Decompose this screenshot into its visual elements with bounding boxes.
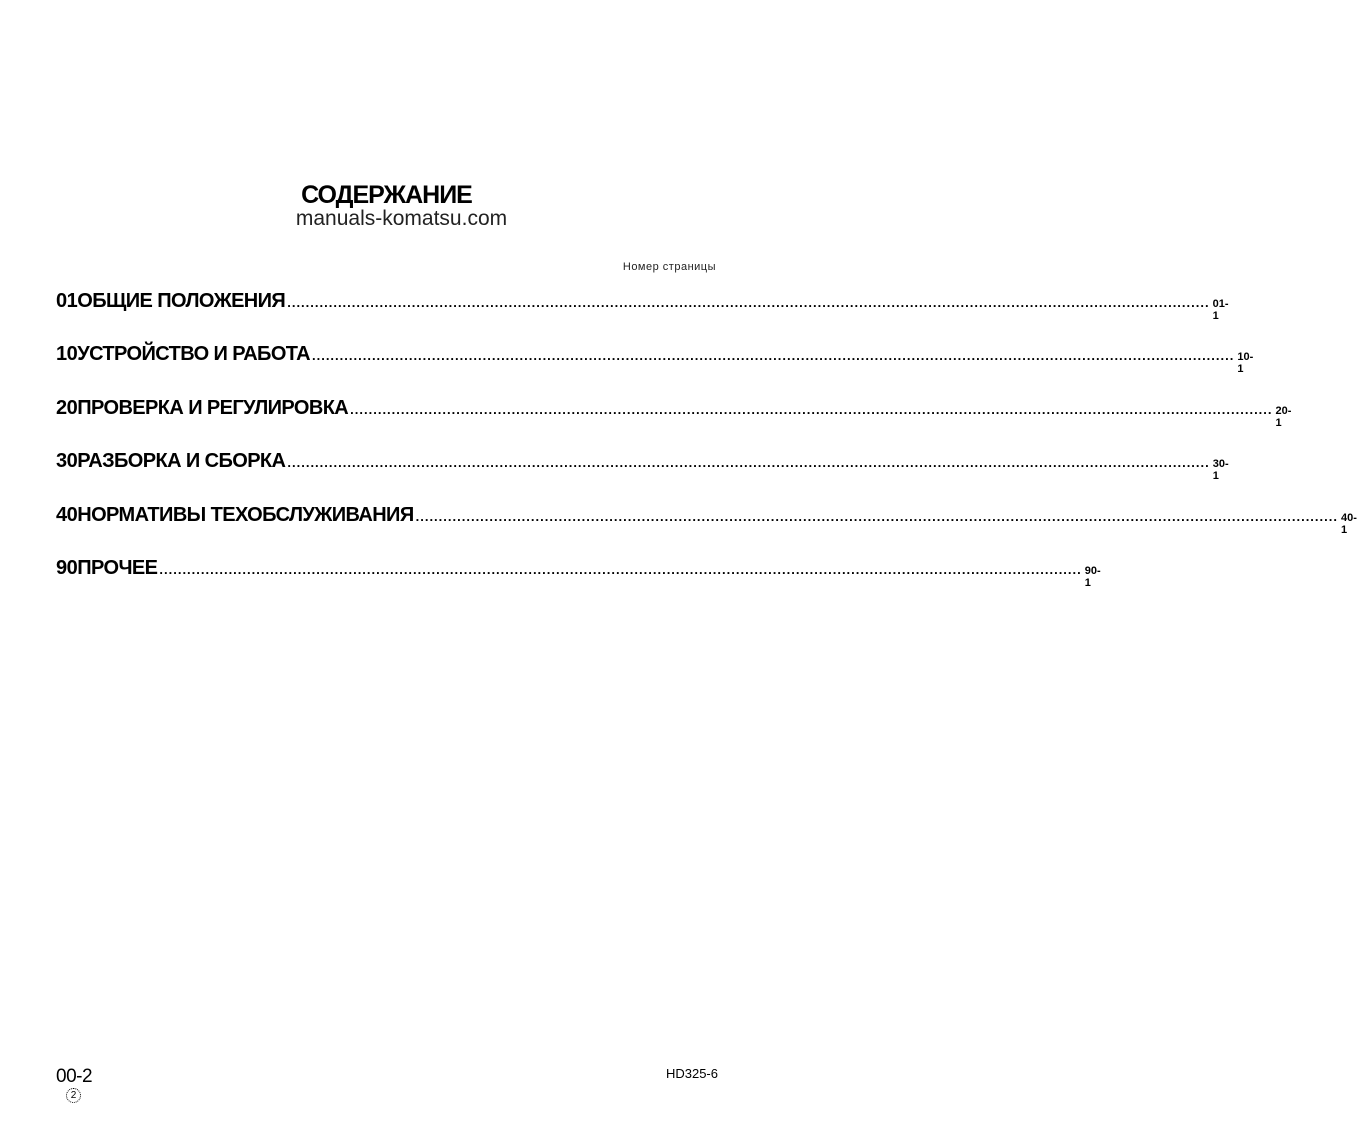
- footer-page-number: 00-2: [56, 1066, 93, 1087]
- page-column-header: Номер страницы: [622, 261, 716, 273]
- toc-entry-label: ПРОВЕРКА И РЕГУЛИРОВКА: [77, 396, 349, 419]
- toc-entry-page: 30-1: [1212, 458, 1229, 483]
- toc-entry[interactable]: [56, 557, 1101, 589]
- toc-entry-number: 20: [56, 396, 78, 419]
- toc-entry[interactable]: [56, 343, 1254, 376]
- toc-entry-label: ОБЩИЕ ПОЛОЖЕНИЯ: [77, 290, 286, 312]
- dot-leader: ........................................................................................................................................................................................................: [415, 508, 1338, 524]
- footer-model: HD325-6: [665, 1066, 718, 1081]
- toc-entry-label: РАЗБОРКА И СБОРКА: [77, 450, 286, 473]
- toc-entry-label: УСТРОЙСТВО И РАБОТА: [77, 343, 310, 366]
- toc-entry[interactable]: [56, 396, 1292, 429]
- toc-entry-number: 01: [56, 290, 78, 312]
- toc-entry-page: 10-1: [1237, 351, 1254, 376]
- toc-entry-number: 90: [56, 557, 78, 579]
- toc-entry-label: ПРОЧЕЕ: [77, 557, 158, 579]
- toc-entry-page: 01-1: [1212, 298, 1229, 322]
- toc-entry-page: 20-1: [1275, 404, 1292, 429]
- watermark-text: manuals-komatsu.com: [295, 207, 508, 230]
- dot-leader: ........................................................................................................................................................................................................: [287, 455, 1210, 471]
- dot-leader: ........................................................................................................................................................................................................: [350, 401, 1273, 417]
- revision-mark: 2: [66, 1088, 81, 1103]
- toc-entry-label: НОРМАТИВЫ ТЕХОБСЛУЖИВАНИЯ: [77, 503, 414, 526]
- page-title: СОДЕРЖАНИЕ: [301, 181, 472, 209]
- toc-entry-number: 40: [56, 503, 78, 526]
- dot-leader: ........................................................................................................................................................................................................: [159, 562, 1082, 577]
- toc-entry-number: 10: [56, 343, 78, 366]
- toc-entry[interactable]: [56, 450, 1229, 483]
- dot-leader: ........................................................................................................................................................................................................: [287, 295, 1210, 310]
- toc-entry-page: 40-1: [1340, 511, 1357, 536]
- toc-entry-page: 90-1: [1084, 565, 1101, 589]
- toc-entry[interactable]: [56, 503, 1357, 536]
- toc-entry-number: 30: [56, 450, 78, 473]
- toc-entry[interactable]: [56, 290, 1229, 322]
- dot-leader: ........................................................................................................................................................................................................: [311, 348, 1235, 364]
